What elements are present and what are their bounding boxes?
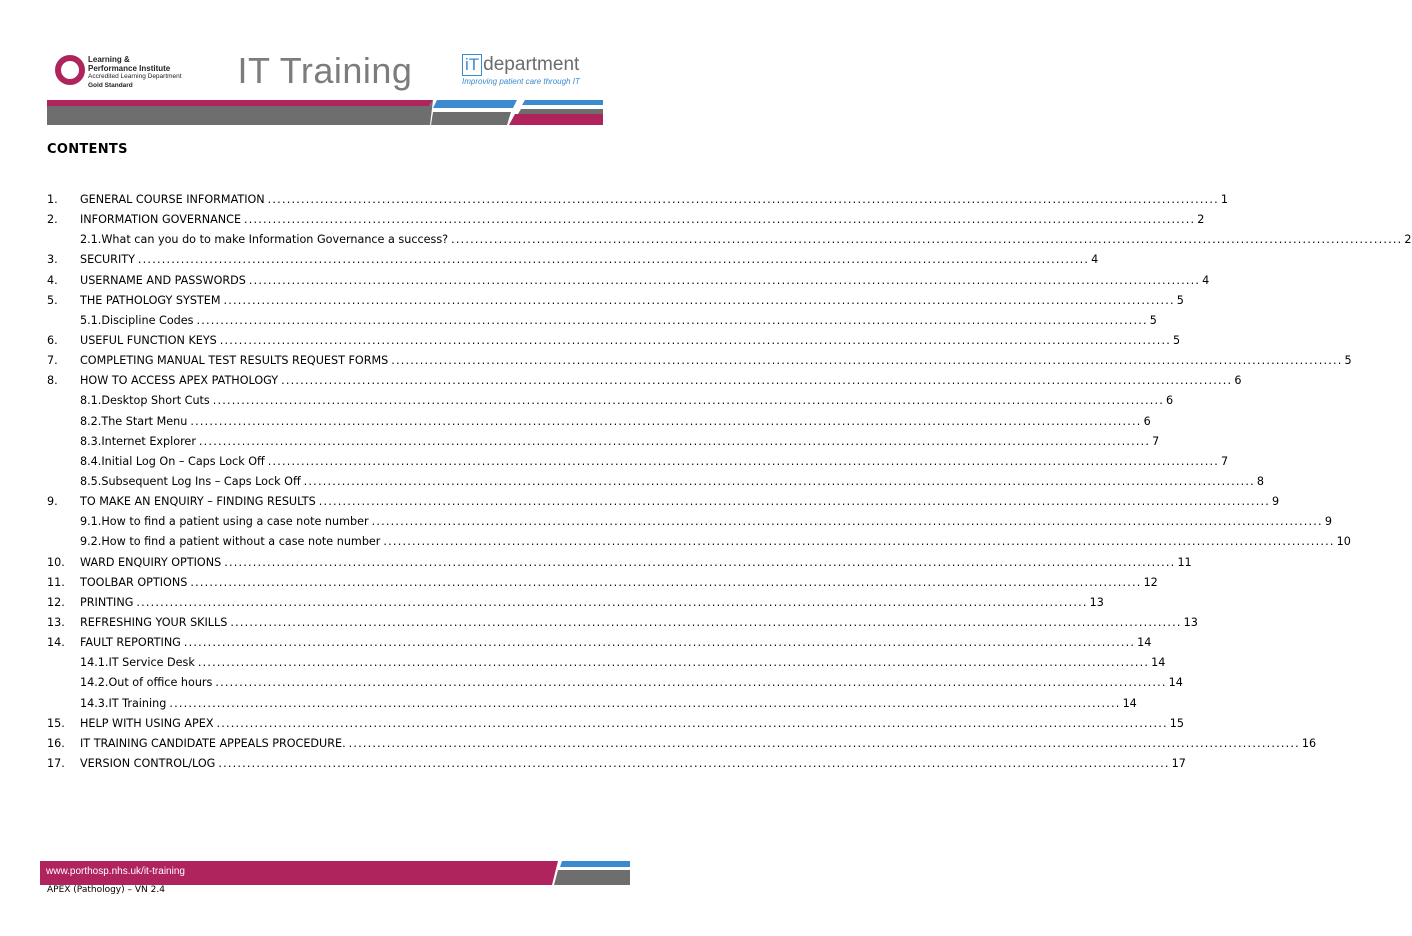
toc-entry[interactable]	[47, 512, 1332, 532]
toc-entry-number: 9.1.	[80, 515, 102, 529]
toc-entry-label: IT Service Desk	[108, 656, 195, 670]
toc-entry[interactable]	[47, 250, 1099, 270]
toc-entry[interactable]	[47, 391, 1174, 411]
toc-entry-number: 8.	[47, 374, 58, 388]
toc-entry-number: 14.	[47, 636, 65, 650]
toc-entry[interactable]	[47, 673, 1183, 693]
toc-entry[interactable]	[47, 694, 1137, 714]
toc-entry-label: Initial Log On – Caps Lock Off	[101, 454, 265, 468]
toc-entry-label: FAULT REPORTING	[80, 636, 181, 650]
toc-entry-number: 14.3.	[80, 696, 109, 710]
toc-leader-dots: ........................................................................................................................................................................................................	[230, 615, 1182, 629]
toc-entry-page: 13	[1089, 595, 1104, 609]
toc-entry-page: 16	[1301, 736, 1317, 750]
lpi-logo	[55, 55, 195, 89]
toc-entry[interactable]	[47, 432, 1160, 452]
toc-entry[interactable]	[47, 351, 1352, 371]
toc-leader-dots: ........................................................................................................................................................................................................	[196, 313, 1148, 327]
toc-entry[interactable]	[47, 532, 1351, 552]
toc-entry-number: 5.	[47, 293, 58, 307]
toc-entry-label: IT Training	[108, 696, 167, 710]
toc-entry-number: 16.	[47, 736, 65, 750]
toc-entry-label: TO MAKE AN ENQUIRY – FINDING RESULTS	[80, 495, 316, 509]
toc-entry-page: 14	[1168, 676, 1183, 690]
footer-band-grey	[554, 870, 630, 885]
toc-leader-dots: ........................................................................................................................................................................................................	[215, 676, 1167, 690]
toc-entry[interactable]	[47, 331, 1181, 351]
toc-leader-dots: ........................................................................................................................................................................................................	[212, 394, 1164, 408]
toc-leader-dots: ........................................................................................................................................................................................................	[348, 736, 1300, 750]
toc-entry-page: 4	[1202, 273, 1210, 287]
toc-leader-dots: ........................................................................................................................................................................................................	[303, 474, 1255, 488]
toc-entry-label: HELP WITH USING APEX	[80, 716, 214, 730]
toc-entry-page: 12	[1143, 575, 1158, 589]
toc-entry-number: 7.	[47, 354, 58, 368]
toc-entry-label: INFORMATION GOVERNANCE	[80, 213, 242, 227]
toc-entry-label: PRINTING	[80, 595, 134, 609]
toc-entry-number: 14.2.	[80, 676, 109, 690]
toc-leader-dots: ........................................................................................................................................................................................................	[190, 575, 1142, 589]
toc-entry-label: The Start Menu	[101, 414, 188, 428]
toc-entry-label: HOW TO ACCESS APEX PATHOLOGY	[80, 374, 279, 388]
toc-entry-number: 8.3.	[80, 434, 102, 448]
toc-entry[interactable]	[47, 452, 1229, 472]
lpi-logo-line4: Gold Standard	[88, 81, 133, 89]
toc-entry-number: 8.5.	[80, 474, 102, 488]
toc-entry[interactable]	[47, 210, 1205, 230]
toc-entry-page: 6	[1143, 414, 1151, 428]
toc-leader-dots: ........................................................................................................................................................................................................	[281, 374, 1233, 388]
toc-entry-page: 6	[1234, 374, 1242, 388]
toc-entry[interactable]	[47, 633, 1152, 653]
toc-entry-page: 9	[1272, 495, 1280, 509]
it-logo-word: department	[483, 54, 580, 75]
header-band-blue	[433, 100, 517, 108]
toc-entry[interactable]	[47, 593, 1104, 613]
toc-leader-dots: ........................................................................................................................................................................................................	[183, 636, 1136, 650]
toc-entry-number: 8.1.	[80, 394, 102, 408]
page-title: IT Training	[237, 50, 413, 91]
toc-entry-page: 5	[1173, 333, 1181, 347]
toc-entry-page: 1	[1220, 193, 1229, 206]
toc-entry-number: 4.	[47, 273, 58, 287]
lpi-logo-line1: Learning &	[88, 55, 130, 64]
lpi-logo-line3: Accredited Learning Department	[88, 73, 182, 80]
toc-entry-number: 17.	[47, 756, 65, 770]
header-band-grey-far	[518, 109, 603, 114]
toc-entry[interactable]	[47, 271, 1210, 291]
toc-entry-label: Internet Explorer	[101, 434, 196, 448]
toc-leader-dots: ........................................................................................................................................................................................................	[267, 193, 1219, 206]
toc-entry-label: What can you do to make Information Governance a success?	[101, 233, 449, 247]
toc-entry-label: How to find a patient using a case note number	[101, 515, 369, 529]
toc-entry-page: 17	[1171, 756, 1186, 770]
toc-entry-number: 8.2.	[80, 414, 102, 428]
toc-entry-page: 14	[1151, 656, 1166, 670]
toc-entry[interactable]	[47, 492, 1280, 512]
toc-entry-number: 1.	[47, 193, 58, 206]
toc-entry-page: 7	[1221, 454, 1229, 468]
toc-entry-number: 6.	[47, 333, 58, 347]
header-band-magenta-right	[509, 114, 603, 125]
toc-entry-page: 7	[1152, 434, 1160, 448]
toc-entry[interactable]	[47, 714, 1184, 734]
toc-entry-page: 2	[1197, 213, 1205, 227]
toc-entry-label: COMPLETING MANUAL TEST RESULTS REQUEST FORMS	[80, 354, 389, 368]
toc-entry-number: 10.	[47, 555, 65, 569]
toc-entry-label: GENERAL COURSE INFORMATION	[80, 193, 265, 206]
footer-version: APEX (Pathology) – VN 2.4	[47, 885, 165, 895]
toc-entry-number: 5.1.	[80, 313, 102, 327]
toc-leader-dots: ........................................................................................................................................................................................................	[136, 595, 1088, 609]
toc-entry-page: 5	[1344, 354, 1352, 368]
toc-entry-label: Discipline Codes	[101, 313, 194, 327]
contents-heading: CONTENTS	[47, 142, 128, 157]
toc-entry-page: 15	[1169, 716, 1184, 730]
toc-entry[interactable]	[47, 291, 1184, 311]
toc-entry-page: 14	[1137, 636, 1152, 650]
it-logo-slogan: Improving patient care through IT	[462, 77, 580, 86]
header-band-grey-right	[431, 112, 511, 125]
toc-entry-label: TOOLBAR OPTIONS	[80, 575, 188, 589]
header-band-blue-right	[522, 100, 603, 105]
toc-entry-label: USERNAME AND PASSWORDS	[80, 273, 246, 287]
toc-leader-dots: ........................................................................................................................................................................................................	[318, 495, 1270, 509]
header-band	[47, 100, 603, 126]
toc-leader-dots: ........................................................................................................................................................................................................	[383, 535, 1335, 549]
toc-entry-label: IT TRAINING CANDIDATE APPEALS PROCEDURE.	[80, 736, 346, 750]
toc-entry-page: 6	[1166, 394, 1174, 408]
toc-entry-label: REFRESHING YOUR SKILLS	[80, 615, 228, 629]
toc-entry-number: 8.4.	[80, 454, 102, 468]
toc-leader-dots: ........................................................................................................................................................................................................	[137, 253, 1090, 267]
toc-entry-number: 9.	[47, 495, 58, 509]
toc-leader-dots: ........................................................................................................................................................................................................	[451, 233, 1403, 247]
toc-entry-number: 3.	[47, 253, 58, 267]
toc-entry-number: 9.2.	[80, 535, 102, 549]
toc-entry-label: Out of office hours	[108, 676, 213, 690]
toc-entry[interactable]	[47, 653, 1166, 673]
toc-entry-number: 14.1.	[80, 656, 109, 670]
toc-leader-dots: ........................................................................................................................................................................................................	[224, 555, 1176, 569]
toc-entry-number: 15.	[47, 716, 65, 730]
toc-entry-label: Desktop Short Cuts	[101, 394, 210, 408]
toc-entry-page: 2	[1404, 233, 1412, 247]
footer-band-blue	[560, 861, 630, 867]
lpi-ring-icon	[55, 55, 85, 85]
toc-entry-page: 11	[1177, 555, 1192, 569]
it-department-logo	[462, 54, 602, 86]
toc-leader-dots: ........................................................................................................................................................................................................	[190, 414, 1142, 428]
it-logo-box: iT	[462, 54, 482, 76]
toc-leader-dots: ........................................................................................................................................................................................................	[197, 656, 1150, 670]
toc-entry-page: 10	[1336, 535, 1351, 549]
toc-leader-dots: ........................................................................................................................................................................................................	[218, 756, 1170, 770]
toc-entry-page: 14	[1122, 696, 1137, 710]
table-of-contents	[47, 190, 1412, 774]
toc-entry-number: 12.	[47, 595, 65, 609]
toc-leader-dots: ........................................................................................................................................................................................................	[371, 515, 1323, 529]
toc-entry-page: 8	[1256, 474, 1265, 488]
header-band-magenta	[47, 100, 433, 106]
toc-entry-number: 2.1.	[80, 233, 102, 247]
toc-entry-label: VERSION CONTROL/LOG	[80, 756, 216, 770]
toc-entry[interactable]	[47, 311, 1157, 331]
toc-leader-dots: ........................................................................................................................................................................................................	[219, 333, 1172, 347]
toc-entry[interactable]	[47, 553, 1192, 573]
toc-entry-label: How to find a patient without a case note number	[101, 535, 381, 549]
toc-leader-dots: ........................................................................................................................................................................................................	[169, 696, 1121, 710]
toc-entry-label: SECURITY	[80, 253, 135, 267]
toc-leader-dots: ........................................................................................................................................................................................................	[391, 354, 1343, 368]
toc-entry-number: 11.	[47, 575, 65, 589]
toc-entry-page: 9	[1324, 515, 1332, 529]
toc-leader-dots: ........................................................................................................................................................................................................	[223, 293, 1175, 307]
toc-entry-label: USEFUL FUNCTION KEYS	[80, 333, 217, 347]
toc-entry[interactable]	[47, 472, 1265, 492]
toc-entry-page: 4	[1091, 253, 1099, 267]
toc-entry-label: Subsequent Log Ins – Caps Lock Off	[101, 474, 301, 488]
toc-entry-number: 13.	[47, 615, 65, 629]
toc-entry[interactable]	[47, 230, 1412, 250]
toc-entry[interactable]	[47, 371, 1242, 391]
toc-entry-label: WARD ENQUIRY OPTIONS	[80, 555, 222, 569]
toc-entry-page: 5	[1176, 293, 1184, 307]
toc-entry[interactable]	[47, 734, 1317, 754]
toc-leader-dots: ........................................................................................................................................................................................................	[267, 454, 1219, 468]
toc-entry[interactable]	[47, 190, 1229, 210]
toc-entry-number: 2.	[47, 213, 58, 227]
toc-entry[interactable]	[47, 613, 1198, 633]
toc-entry-page: 5	[1149, 313, 1157, 327]
toc-entry[interactable]	[47, 412, 1151, 432]
toc-leader-dots: ........................................................................................................................................................................................................	[248, 273, 1201, 287]
toc-leader-dots: ........................................................................................................................................................................................................	[216, 716, 1168, 730]
lpi-logo-line2: Performance Institute	[88, 63, 171, 73]
toc-leader-dots: ........................................................................................................................................................................................................	[198, 434, 1151, 448]
toc-entry[interactable]	[47, 573, 1158, 593]
toc-leader-dots: ........................................................................................................................................................................................................	[244, 213, 1196, 227]
footer-url: www.porthosp.nhs.uk/it-training	[46, 866, 185, 877]
toc-entry-page: 13	[1183, 615, 1198, 629]
toc-entry[interactable]	[47, 754, 1186, 774]
toc-entry-label: THE PATHOLOGY SYSTEM	[80, 293, 221, 307]
